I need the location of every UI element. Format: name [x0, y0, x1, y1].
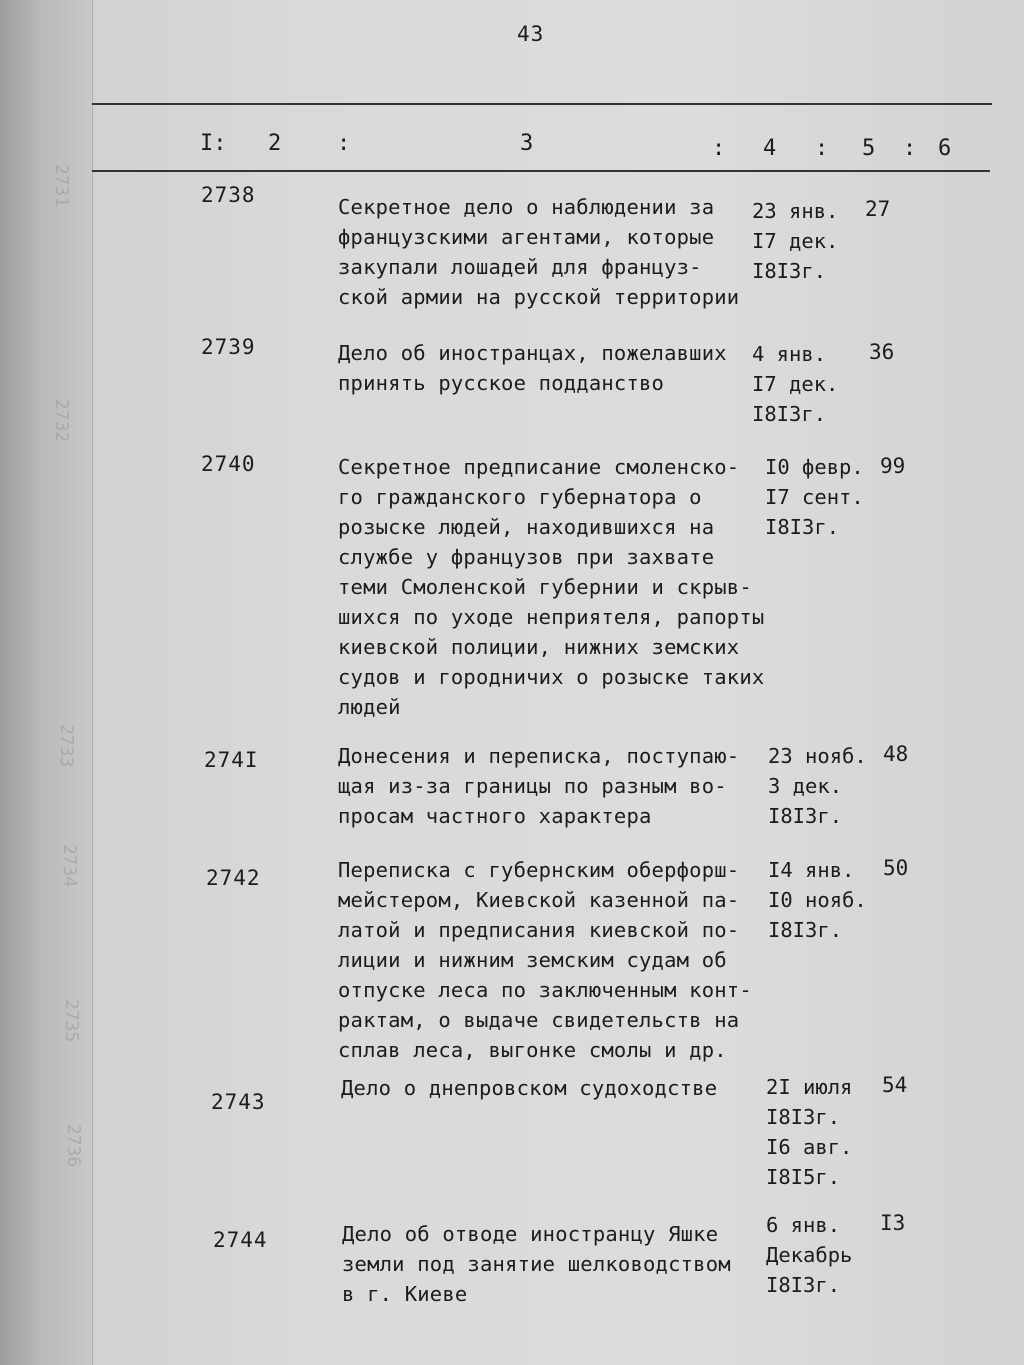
bleed-through-mark: 2734: [59, 843, 81, 888]
page-number: 43: [517, 22, 545, 46]
column-separator: :: [815, 136, 829, 161]
entry-sheet-count: 99: [880, 454, 906, 478]
entry-dates: I4 янв. I0 нояб. I8I3г.: [768, 858, 867, 942]
entry-description: Секретное предписание смоленско- го гражданского губернатора о розыске людей, находившихся на службе у французов при захвате теми Смоленской губернии и скрыв- шихся по уходе неприятеля, рапорты киевской полиции, нижних земских судов и городничих о розыске таких людей: [338, 455, 765, 719]
entry-number: 2742: [206, 866, 261, 890]
entry-number: 2738: [201, 183, 256, 207]
column-separator: :: [337, 131, 351, 156]
column-header-2: 2: [268, 131, 282, 156]
entry-dates: 6 янв. Декабрь I8I3г.: [766, 1213, 853, 1297]
entry-description: Дело об иностранцах, пожелавших принять русское подданство: [338, 341, 727, 395]
entry-dates: 2I июля I8I3г. I6 авг. I8I5г.: [766, 1075, 853, 1189]
entry-number: 2743: [211, 1090, 266, 1114]
entry-dates: 23 нояб. 3 дек. I8I3г.: [768, 744, 867, 828]
bleed-through-mark: 2731: [51, 163, 73, 208]
entry-dates: 4 янв. I7 дек. I8I3г.: [752, 342, 839, 426]
entry-sheet-count: 48: [883, 742, 909, 766]
entry-dates: 23 янв. I7 дек. I8I3г.: [752, 199, 839, 283]
entry-sheet-count: 36: [869, 340, 895, 364]
column-header-1: I:: [200, 131, 227, 156]
header-top-rule: [92, 103, 992, 105]
entry-description: Переписка с губернским оберфорш- мейстером, Киевской казенной па- латой и предписания киевской по- лиции и нижним земским судам об отпуске леса по заключенным конт- рактам, о выдаче свидетельств на сплав леса, выгонке смолы и др.: [338, 858, 752, 1062]
entry-number: 2744: [213, 1228, 268, 1252]
entry-description: Донесения и переписка, поступаю- щая из-за границы по разным во- просам частного характера: [338, 744, 740, 828]
column-header-6: 6: [938, 136, 952, 161]
entry-number: 2739: [201, 335, 256, 359]
header-bottom-rule: [92, 170, 990, 172]
bleed-through-mark: 2733: [56, 723, 78, 768]
column-separator: :: [903, 136, 917, 161]
entry-sheet-count: 27: [865, 197, 891, 221]
entry-sheet-count: I3: [880, 1211, 906, 1235]
entry-description: Дело об отводе иностранцу Яшке земли под занятие шелководством в г. Киеве: [342, 1222, 731, 1306]
column-header-3: 3: [520, 131, 534, 156]
entry-number: 2740: [201, 452, 256, 476]
entry-description: Дело о днепровском судоходстве: [341, 1076, 718, 1100]
entry-sheet-count: 50: [883, 856, 909, 880]
entry-number: 274I: [204, 748, 259, 772]
bleed-through-mark: 2732: [51, 398, 73, 443]
column-separator: :: [712, 136, 726, 161]
entry-dates: I0 февр. I7 сент. I8I3г.: [765, 455, 864, 539]
column-header-4: 4: [763, 136, 777, 161]
entry-description: Секретное дело о наблюдении за французскими агентами, которые закупали лошадей для француз- ской армии на русской территории: [338, 195, 740, 309]
column-header-5: 5: [862, 136, 876, 161]
bleed-through-mark: 2736: [63, 1123, 85, 1168]
entry-sheet-count: 54: [882, 1073, 908, 1097]
bleed-through-mark: 2735: [61, 998, 83, 1043]
